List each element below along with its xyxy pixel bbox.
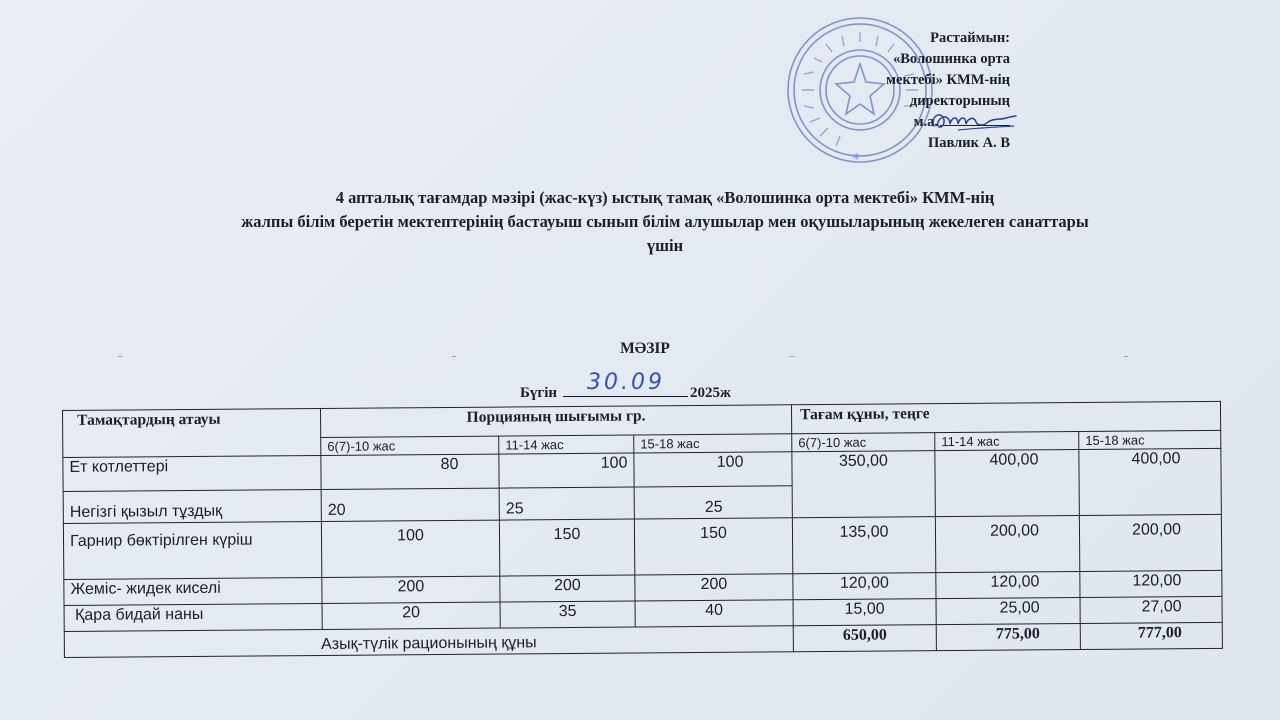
portion-value: 80 (321, 454, 499, 489)
price-value: 400,00 (935, 450, 1080, 517)
date-year: 2025ж (690, 385, 731, 401)
total-label: Азық-түлік рационының құны (64, 626, 793, 658)
age-portion-3: 15-18 жас (634, 434, 792, 453)
dish-name: Ет котлеттері (63, 455, 321, 491)
portion-value: 20 (321, 488, 499, 521)
approval-line-approved: Растаймын: (930, 30, 1010, 46)
age-portion-2: 11-14 жас (499, 435, 634, 454)
date-handwritten: 30.09 (587, 370, 666, 395)
date-label: Бүгін (520, 385, 558, 401)
handwritten-signature (928, 108, 1018, 134)
decorative-dots: ¨ (790, 352, 794, 366)
header-dish-name: Тамақтардың атауы (63, 408, 321, 457)
header-price: Тағам құны, теңге (791, 401, 1220, 433)
price-value: 120,00 (936, 572, 1080, 599)
approval-line-director: директорының (909, 93, 1010, 109)
menu-title: МӘЗІР (620, 340, 670, 357)
portion-value: 35 (500, 601, 635, 628)
portion-value: 200 (322, 576, 500, 603)
price-value: 120,00 (793, 573, 936, 600)
date-row (520, 370, 820, 402)
table-row (63, 514, 1221, 579)
price-value: 25,00 (936, 598, 1080, 625)
portion-value: 20 (322, 602, 500, 629)
dish-name: Негізгі қызыл тұздық (63, 489, 321, 523)
decorative-dots: ¨ (1124, 352, 1128, 366)
approval-block (830, 28, 1010, 154)
portion-value: 25 (499, 487, 634, 520)
age-price-3: 15-18 жас (1079, 430, 1221, 449)
decorative-dots: ¨ (452, 352, 456, 366)
dish-name: Гарнир бөктірілген күріш (63, 521, 321, 579)
price-value: 135,00 (792, 517, 935, 574)
price-value: 350,00 (792, 451, 936, 518)
menu-table (62, 401, 1223, 658)
portion-value: 100 (499, 453, 634, 488)
approval-line-organization: мектебі» КММ-нің (886, 72, 1010, 88)
portion-value: 100 (634, 452, 792, 487)
portion-value: 200 (635, 574, 793, 601)
price-value: 400,00 (1079, 448, 1222, 515)
heading-line-3: үшін (646, 236, 684, 255)
portion-value: 100 (321, 520, 499, 577)
heading-line-2: жалпы білім беретін мектептерінің бастауыш сынып білім алушылар мен оқушыларының жекелеген санаттары (241, 212, 1089, 231)
document-heading (60, 186, 1270, 258)
heading-line-1: 4 апталық тағамдар мәзірі (жас-күз) ыстық тамақ «Волошинка орта мектебі» КММ-нің (335, 188, 995, 207)
dish-name: Жеміс- жидек киселі (64, 577, 322, 605)
approval-line-school: «Волошинка орта (893, 51, 1010, 67)
svg-text:✳: ✳ (852, 152, 861, 163)
price-value: 200,00 (1079, 514, 1221, 571)
approval-line-name: Павлик А. В (927, 135, 1010, 151)
age-price-2: 11-14 жас (935, 432, 1079, 451)
portion-value: 200 (500, 575, 635, 602)
price-value: 15,00 (793, 599, 936, 626)
price-value: 27,00 (1080, 596, 1222, 623)
portion-value: 150 (634, 518, 792, 575)
total-value: 650,00 (793, 625, 936, 652)
age-portion-1: 6(7)-10 жас (321, 436, 499, 455)
age-price-1: 6(7)-10 жас (792, 433, 935, 452)
portion-value: 40 (635, 600, 793, 627)
portion-value: 25 (634, 486, 792, 519)
portion-value: 150 (499, 519, 634, 576)
header-portion: Порцияның шығымы гр. (320, 405, 791, 438)
dish-name: Қара бидай наны (64, 603, 322, 631)
total-value: 777,00 (1080, 622, 1222, 649)
price-value: 200,00 (935, 516, 1079, 573)
approval-acting-prefix: м.а. (913, 114, 938, 130)
total-value: 775,00 (936, 624, 1080, 651)
price-value: 120,00 (1080, 570, 1222, 597)
decorative-dots: ¨ (118, 352, 122, 366)
date-blank-line (563, 370, 688, 397)
